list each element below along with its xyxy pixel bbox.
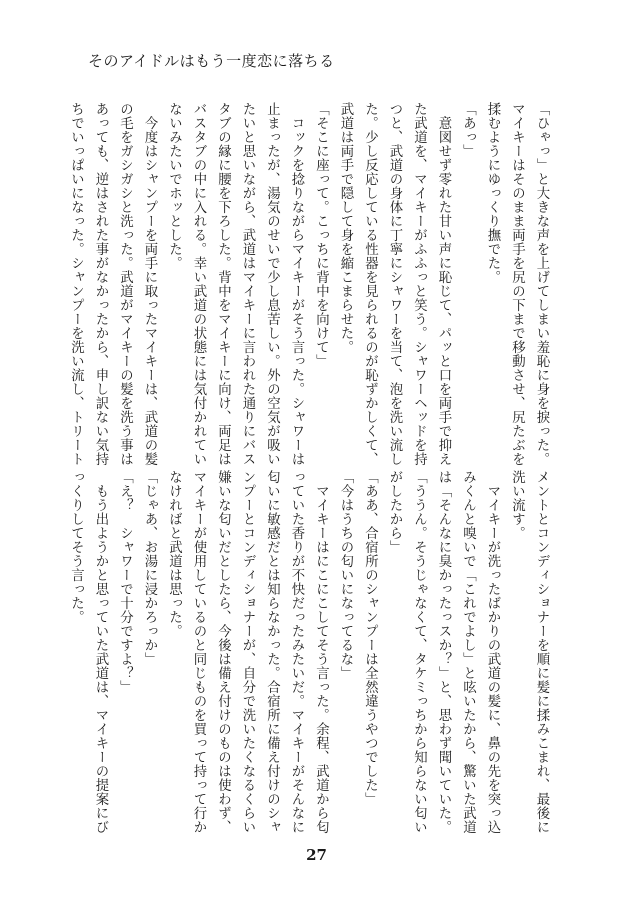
text-block-top (68, 102, 553, 466)
text-line: 「ううん。そうじゃなくて、タケミっちから知らない匂い (411, 470, 427, 834)
text-line: たいと思いながら、武道はマイキーに言われた通りにバス (240, 102, 255, 466)
text-line: タブの縁に腰を下ろした。背中をマイキーに向け、両足は (215, 102, 231, 466)
text-line: 「ああ、合宿所のシャンプーは全然違うやつでした」 (362, 470, 378, 806)
text-line: ちでいっぱいになった。シャンプーを洗い流し、トリート (68, 102, 84, 466)
text-line: 今度はシャンプーを両手に取ったマイキーは、武道の髪 (142, 102, 157, 466)
text-line: なければと武道は思った。 (166, 470, 182, 638)
text-line: 「え？ シャワーで十分ですよ？」 (117, 470, 133, 694)
text-line: がしたから」 (387, 470, 402, 554)
text-line: あっても、逆はされた事がなかったから、申し訳ない気持 (93, 102, 108, 466)
text-line: 「じゃあ、お湯に浸かろっか」 (142, 470, 157, 666)
text-line: マイキーが洗ったばかりの武道の髪に、鼻の先を突っ込 (485, 470, 500, 834)
text-line: マイキーはにこにこしてそう言った。余程、武道から匂 (313, 470, 329, 834)
text-line: ンプーとコンディショナーが、自分で洗いたくなるくらい (240, 470, 255, 834)
text-block-bottom (68, 470, 553, 834)
text-line: マイキーが使用しているのと同じものを買って持って行か (191, 470, 206, 834)
text-line: た。少し反応している性器を見られるのが恥ずかしくて、 (362, 102, 378, 466)
text-line: た武道を、マイキーがふふっと笑う。シャワーヘッドを持 (411, 102, 427, 466)
text-line: 「ひゃっ」と大きな声を上げてしまい羞恥に身を捩った。 (534, 102, 549, 466)
text-line: ないみたいでホッとした。 (166, 102, 182, 270)
text-line: 「あっ」 (460, 102, 476, 158)
text-line: 「そこに座って。こっちに背中を向けて」 (313, 102, 329, 368)
text-line: 揉むようにゆっくり撫でた。 (485, 102, 500, 284)
running-title: そのアイドルはもう一度恋に落ちる (88, 52, 335, 70)
text-line: 止まったが、湯気のせいで少し息苦しい。外の空気が吸い (264, 102, 280, 466)
text-line: は「そんなに臭かったっスか？」と、思わず聞いていた。 (436, 470, 451, 834)
text-line: 意図せず零れた甘い声に恥じて、パッと口を両手で抑え (436, 102, 451, 466)
text-line: コックを捻りながらマイキーがそう言った。シャワーは (289, 102, 304, 466)
text-line: っくりしてそう言った。 (68, 470, 84, 624)
text-line: 嫌いな匂いだとしたら、今後は備え付けのものは使わず、 (215, 470, 231, 834)
text-line: みくんと嗅いで「これでよし」と呟いたから、驚いた武道 (460, 470, 476, 834)
text-line: マイキーはそのまま両手を尻の下まで移動させ、尻たぶを (509, 102, 525, 466)
text-line: の毛をガシガシと洗った。武道がマイキーの髪を洗う事は (117, 102, 133, 466)
text-line: 「今はうちの匂いになってるな」 (338, 470, 353, 680)
text-line: っていた香りが不快だったみたいだ。マイキーがそんなに (289, 470, 304, 834)
text-line: もう出ようかと思っていた武道は、マイキーの提案にび (93, 470, 108, 834)
text-line: バスタブの中に入れる。幸い武道の状態には気付かれてい (191, 102, 206, 466)
page-number: 27 (306, 846, 327, 864)
text-line: つと、武道の身体に丁寧にシャワーを当て、泡を洗い流し (387, 102, 402, 466)
text-line: 武道は両手で隠して身を縮こまらせた。 (338, 102, 353, 354)
text-line: 匂いに敏感だとは知らなかった。合宿所に備え付けのシャ (264, 470, 280, 834)
text-line: メントとコンディショナーを順に髪に揉みこまれ、最後に (534, 470, 549, 834)
text-line: 洗い流す。 (509, 470, 525, 540)
